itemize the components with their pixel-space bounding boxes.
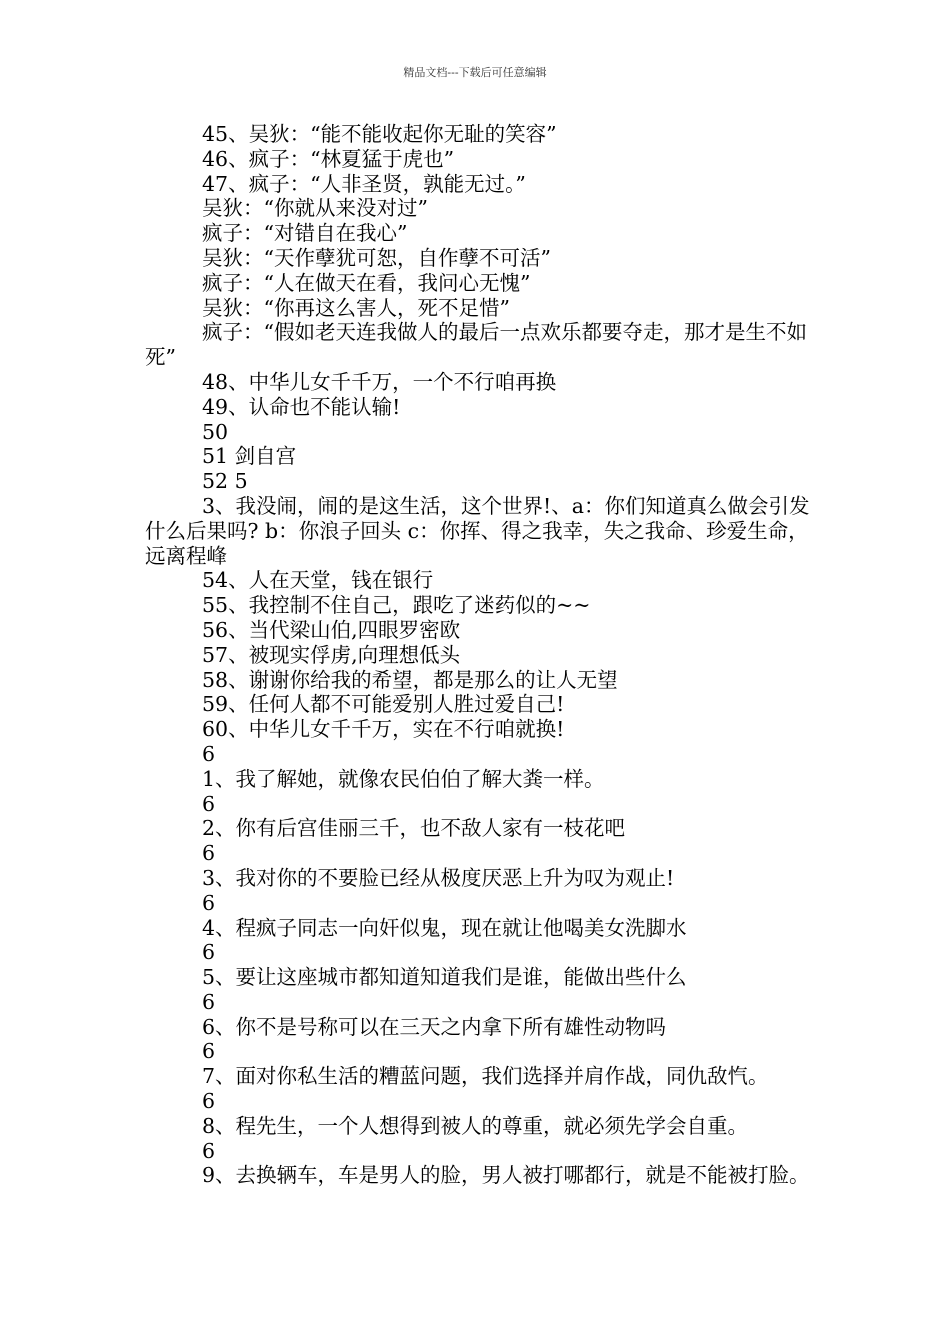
paragraph: 49、认命也不能认输! bbox=[202, 394, 401, 419]
paragraph: 54、人在天堂，钱在银行 bbox=[202, 568, 434, 593]
paragraph: 3、我没闹，闹的是这生活，这个世界!、a：你们知道真么做会引发什么后果吗? b：你浪子回头 c：你挥、得之我幸，失之我命、珍爱生命，远离程峰 bbox=[145, 493, 810, 568]
paragraph: 6 bbox=[202, 940, 216, 965]
paragraph: 疯子：“对错自在我心” bbox=[202, 221, 408, 246]
paragraph: 6 bbox=[202, 1039, 216, 1064]
paragraph: 57、被现实俘虏,向理想低头 bbox=[202, 642, 461, 667]
paragraph: 46、疯子：“林夏猛于虎也” bbox=[202, 146, 455, 171]
paragraph: 45、吴狄：“能不能收起你无耻的笑容” bbox=[202, 122, 557, 146]
paragraph: 6 bbox=[202, 741, 216, 766]
paragraph: 6 bbox=[202, 890, 216, 915]
paragraph: 6 bbox=[202, 1089, 216, 1114]
paragraph: 6 bbox=[202, 989, 216, 1014]
paragraph: 7、面对你私生活的糟蓝问题，我们选择并肩作战，同仇敌忾。 bbox=[202, 1064, 769, 1089]
paragraph: 1、我了解她，就像农民伯伯了解大粪一样。 bbox=[202, 766, 605, 791]
paragraph: 56、当代梁山伯,四眼罗密欧 bbox=[202, 617, 461, 642]
paragraph: 9、去换辆车，车是男人的脸，男人被打哪都行，就是不能被打脸。 bbox=[202, 1163, 810, 1188]
paragraph: 疯子：“人在做天在看，我问心无愧” bbox=[202, 270, 531, 295]
paragraph: 60、中华儿女千千万，实在不行咱就换! bbox=[202, 717, 565, 742]
paragraph: 51 剑自宫 bbox=[202, 444, 297, 469]
paragraph: 8、程先生，一个人想得到被人的尊重，就必须先学会自重。 bbox=[202, 1113, 749, 1138]
paragraph: 48、中华儿女千千万，一个不行咱再换 bbox=[202, 369, 557, 394]
document-body bbox=[145, 122, 813, 1188]
page-header: 精品文档---下载后可任意编辑 bbox=[403, 66, 547, 79]
paragraph: 6 bbox=[202, 791, 216, 816]
paragraph: 吴狄：“你就从来没对过” bbox=[202, 196, 428, 221]
paragraph: 6、你不是号称可以在三天之内拿下所有雄性动物吗 bbox=[202, 1014, 667, 1039]
paragraph: 吴狄：“天作孽犹可恕，自作孽不可活” bbox=[202, 245, 551, 270]
paragraph: 47、疯子：“人非圣贤，孰能无过。” bbox=[202, 171, 526, 196]
paragraph: 58、谢谢你给我的希望，都是那么的让人无望 bbox=[202, 667, 618, 692]
paragraph: 4、程疯子同志一向奸似鬼，现在就让他喝美女洗脚水 bbox=[202, 915, 687, 940]
paragraph: 6 bbox=[202, 1138, 216, 1163]
paragraph: 50 bbox=[202, 419, 229, 444]
paragraph: 2、你有后宫佳丽三千，也不敌人家有一枝花吧 bbox=[202, 816, 626, 841]
paragraph: 6 bbox=[202, 841, 216, 866]
paragraph: 5、要让这座城市都知道知道我们是谁，能做出些什么 bbox=[202, 965, 687, 990]
paragraph: 3、我对你的不要脸已经从极度厌恶上升为叹为观止! bbox=[202, 865, 675, 890]
paragraph: 55、我控制不住自己，跟吃了迷药似的~~ bbox=[202, 593, 591, 618]
paragraph: 吴狄：“你再这么害人，死不足惜” bbox=[202, 295, 510, 320]
paragraph: 59、任何人都不可能爱别人胜过爱自己! bbox=[202, 692, 565, 717]
paragraph: 52 5 bbox=[202, 469, 248, 494]
paragraph: 疯子：“假如老天连我做人的最后一点欢乐都要夺走，那才是生不如死” bbox=[145, 320, 807, 370]
